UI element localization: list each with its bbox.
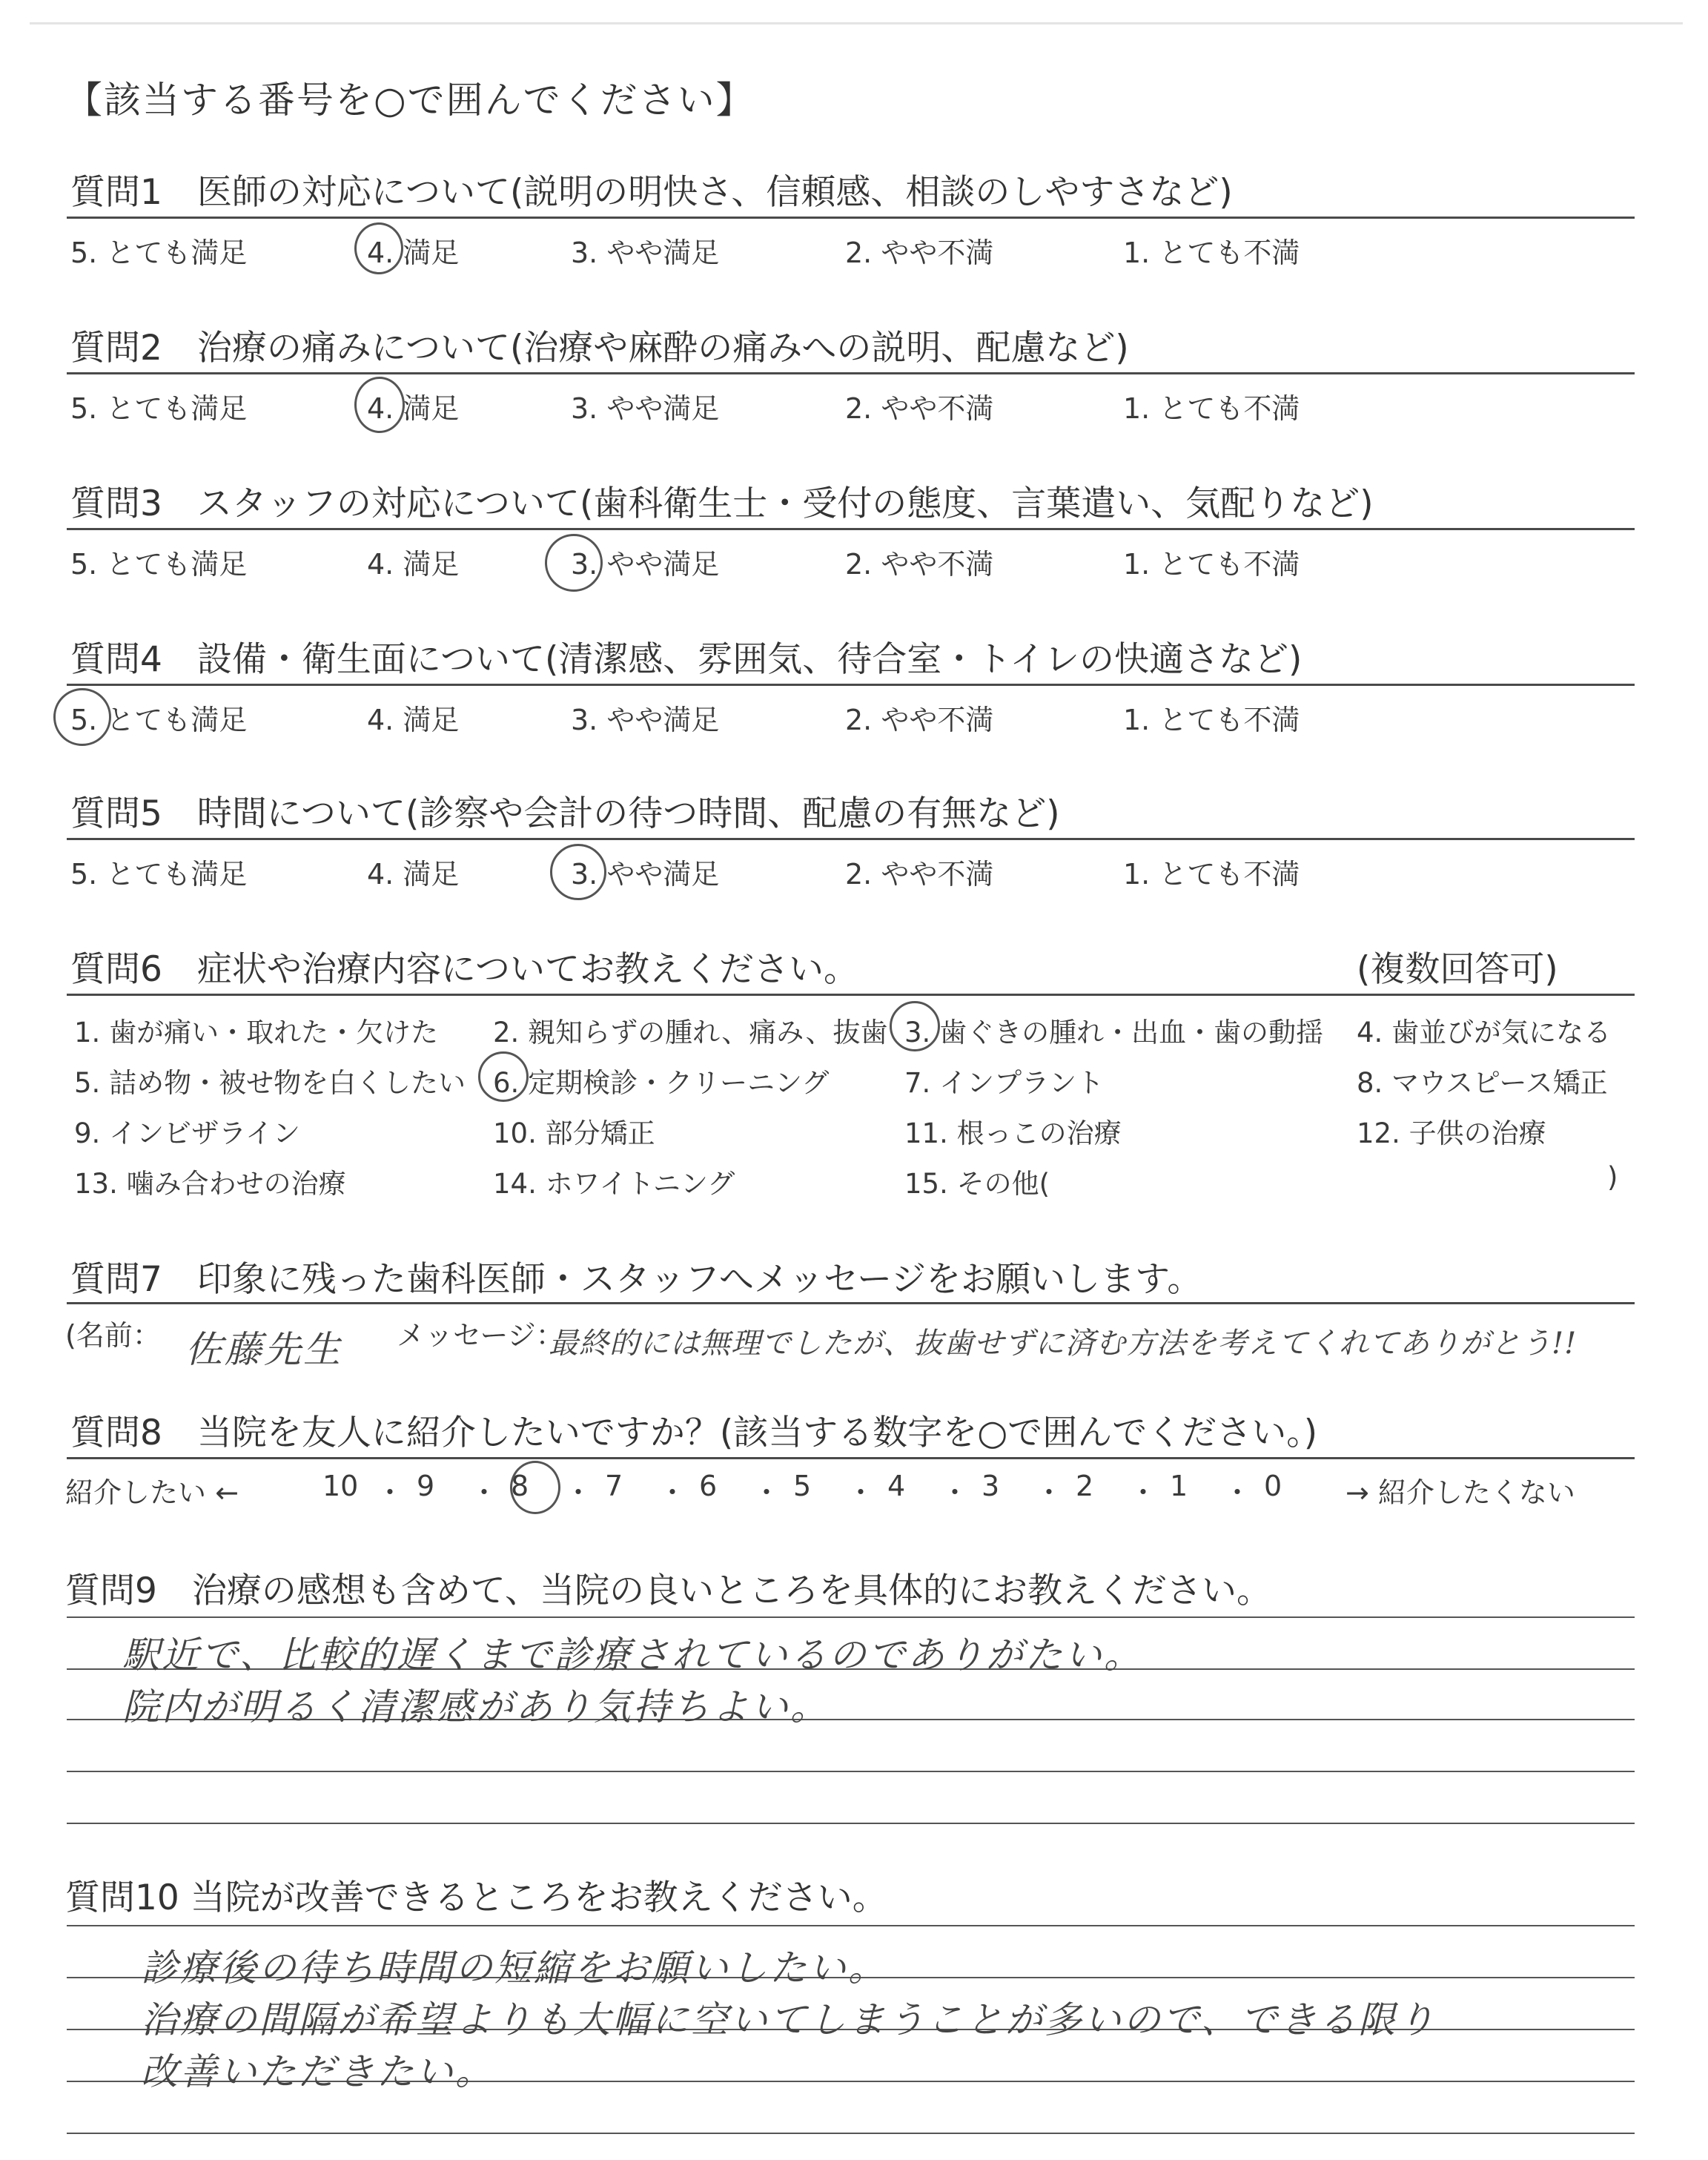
question-5-rule — [67, 838, 1635, 840]
q2-selection-circle — [354, 377, 405, 433]
q3-option-3[interactable]: 3. やや満足 — [571, 548, 720, 581]
question-3-rule — [67, 528, 1635, 530]
q6-item-11[interactable]: 11. 根っこの治療 — [904, 1117, 1122, 1149]
q10-answer-line-1[interactable]: 診療後の待ち時間の短縮をお願いしたい。 — [141, 1946, 887, 1989]
question-2-title: 質問2 治療の痛みについて(治療や麻酔の痛みへの説明、配慮など) — [70, 328, 1129, 369]
question-8-title: 質問8 当院を友人に紹介したいですか？(該当する数字を○で囲んでください。) — [70, 1413, 1318, 1453]
q8-scale-value-6[interactable]: 6 — [699, 1470, 718, 1502]
q4-option-3[interactable]: 3. やや満足 — [571, 704, 720, 736]
q2-option-3[interactable]: 3. やや満足 — [571, 392, 720, 425]
question-10-title: 質問10 当院が改善できるところをお教えください。 — [65, 1877, 887, 1918]
q8-scale-separator: ・ — [1035, 1476, 1064, 1509]
question-7-rule — [67, 1302, 1635, 1304]
q6-item-7[interactable]: 7. インプラント — [904, 1067, 1105, 1099]
q3-option-4[interactable]: 4. 満足 — [367, 548, 460, 581]
q8-scale-value-5[interactable]: 5 — [793, 1470, 812, 1502]
q2-option-1[interactable]: 1. とても不満 — [1123, 392, 1300, 425]
q6-item-4[interactable]: 4. 歯並びが気になる — [1357, 1017, 1612, 1048]
question-6-rule — [67, 994, 1635, 996]
q4-option-2[interactable]: 2. やや不満 — [845, 704, 994, 736]
q2-option-2[interactable]: 2. やや不満 — [845, 392, 994, 425]
q8-scale-value-2[interactable]: 2 — [1076, 1470, 1094, 1502]
top-edge-divider — [30, 22, 1683, 24]
q8-scale-separator: ・ — [847, 1476, 875, 1509]
q8-scale-separator: ・ — [564, 1476, 593, 1509]
q9-line-5 — [67, 1823, 1635, 1824]
q6-item-2[interactable]: 2. 親知らずの腫れ、痛み、抜歯 — [493, 1017, 888, 1048]
q5-option-1[interactable]: 1. とても不満 — [1123, 858, 1300, 891]
q3-selection-circle — [545, 534, 603, 592]
q9-answer-line-1[interactable]: 駅近で、比較的遅くまで診療されているのでありがたい。 — [122, 1634, 1143, 1677]
question-3-title: 質問3 スタッフの対応について(歯科衛生士・受付の態度、言葉遣い、気配りなど) — [70, 483, 1374, 524]
q8-scale-separator: ・ — [376, 1476, 405, 1509]
q6-item-1[interactable]: 1. 歯が痛い・取れた・欠けた — [74, 1017, 439, 1048]
q6-selection-circle-6 — [478, 1051, 529, 1102]
question-5-title: 質問5 時間について(診察や会計の待つ時間、配慮の有無など) — [70, 793, 1060, 834]
q6-item-15[interactable]: 15. その他( — [904, 1168, 1050, 1200]
q6-item-14[interactable]: 14. ホワイトニング — [493, 1168, 735, 1200]
q5-option-3[interactable]: 3. やや満足 — [571, 858, 720, 891]
q6-item-10[interactable]: 10. 部分矯正 — [493, 1117, 655, 1149]
q6-selection-circle-3 — [890, 1001, 940, 1051]
q5-option-5[interactable]: 5. とても満足 — [70, 858, 248, 891]
q8-scale-value-0[interactable]: 0 — [1264, 1470, 1282, 1502]
q10-answer-line-2[interactable]: 治療の間隔が希望よりも大幅に空いてしまうことが多いので、できる限り — [141, 1998, 1437, 2041]
q1-option-3[interactable]: 3. やや満足 — [571, 237, 720, 269]
q4-option-5[interactable]: 5. とても満足 — [70, 704, 248, 736]
question-8-rule — [67, 1457, 1635, 1459]
q1-selection-circle — [354, 222, 403, 274]
q3-option-1[interactable]: 1. とても不満 — [1123, 548, 1300, 581]
q8-scale-value-3[interactable]: 3 — [982, 1470, 1000, 1502]
q8-scale-separator: ・ — [941, 1476, 970, 1509]
question-9-title: 質問9 治療の感想も含めて、当院の良いところを具体的にお教えください。 — [65, 1571, 1271, 1611]
q1-option-4[interactable]: 4. 満足 — [367, 237, 460, 269]
q6-item-6[interactable]: 6. 定期検診・クリーニング — [493, 1067, 830, 1099]
q6-item-8[interactable]: 8. マウスピース矯正 — [1357, 1067, 1608, 1099]
q2-option-5[interactable]: 5. とても満足 — [70, 392, 248, 425]
question-4-title: 質問4 設備・衛生面について(清潔感、雰囲気、待合室・トイレの快適さなど) — [70, 639, 1302, 680]
q8-scale-separator: ・ — [1129, 1476, 1158, 1509]
page-heading: 【該当する番号を○で囲んでください】 — [65, 79, 755, 122]
q9-line-1 — [67, 1616, 1635, 1618]
q8-scale-value-4[interactable]: 4 — [887, 1470, 906, 1502]
q10-line-5 — [67, 2133, 1635, 2134]
q5-option-2[interactable]: 2. やや不満 — [845, 858, 994, 891]
q8-scale-value-10[interactable]: 10 — [322, 1470, 359, 1502]
q7-message-label: メッセージ： — [397, 1319, 564, 1352]
q7-name-label: (名前： — [65, 1319, 161, 1352]
question-1-rule — [67, 217, 1635, 219]
q4-selection-circle — [53, 688, 111, 746]
q7-message-value[interactable]: 最終的には無理でしたが、抜歯せずに済む方法を考えてくれてありがとう!! — [549, 1327, 1578, 1361]
q10-answer-line-3[interactable]: 改善いただきたい。 — [141, 2050, 494, 2093]
q10-line-1 — [67, 1925, 1635, 1926]
q6-item-13[interactable]: 13. 噛み合わせの治療 — [74, 1168, 346, 1200]
q5-selection-circle — [550, 844, 606, 900]
question-6-title: 質問6 症状や治療内容についてお教えください。 — [70, 949, 858, 990]
q5-option-4[interactable]: 4. 満足 — [367, 858, 460, 891]
q6-item-12[interactable]: 12. 子供の治療 — [1357, 1117, 1546, 1149]
q8-selection-circle — [510, 1461, 560, 1514]
question-2-rule — [67, 372, 1635, 374]
q3-option-5[interactable]: 5. とても満足 — [70, 548, 248, 581]
q4-option-1[interactable]: 1. とても不満 — [1123, 704, 1300, 736]
q8-left-label: 紹介したい ← — [65, 1476, 239, 1509]
q4-option-4[interactable]: 4. 満足 — [367, 704, 460, 736]
question-4-rule — [67, 684, 1635, 686]
q6-item-5[interactable]: 5. 詰め物・被せ物を白くしたい — [74, 1067, 466, 1099]
question-6-note: (複数回答可) — [1357, 949, 1558, 990]
q8-scale-separator: ・ — [470, 1476, 499, 1509]
q1-option-1[interactable]: 1. とても不満 — [1123, 237, 1300, 269]
q6-item-3[interactable]: 3. 歯ぐきの腫れ・出血・歯の動揺 — [904, 1017, 1324, 1048]
q6-item-15-close-paren: ) — [1607, 1161, 1618, 1193]
q8-scale-value-7[interactable]: 7 — [605, 1470, 623, 1502]
q8-scale-separator: ・ — [1223, 1476, 1252, 1509]
q8-scale-value-1[interactable]: 1 — [1170, 1470, 1188, 1502]
question-7-title: 質問7 印象に残った歯科医師・スタッフへメッセージをお願いします。 — [70, 1259, 1202, 1300]
q8-scale-value-9[interactable]: 9 — [417, 1470, 435, 1502]
q2-option-4[interactable]: 4. 満足 — [367, 392, 460, 425]
q1-option-5[interactable]: 5. とても満足 — [70, 237, 248, 269]
q8-scale-separator: ・ — [752, 1476, 781, 1509]
q9-line-4 — [67, 1771, 1635, 1772]
q8-right-label: → 紹介したくない — [1345, 1476, 1575, 1509]
q7-name-value[interactable]: 佐藤先生 — [185, 1328, 342, 1371]
q3-option-2[interactable]: 2. やや不満 — [845, 548, 994, 581]
q8-scale-separator: ・ — [658, 1476, 687, 1509]
q1-option-2[interactable]: 2. やや不満 — [845, 237, 994, 269]
q6-item-9[interactable]: 9. インビザライン — [74, 1117, 300, 1149]
q8-scale-value-8[interactable]: 8 — [511, 1470, 529, 1502]
q9-answer-line-2[interactable]: 院内が明るく清潔感があり気持ちよい。 — [122, 1685, 830, 1728]
question-1-title: 質問1 医師の対応について(説明の明快さ、信頼感、相談のしやすさなど) — [70, 172, 1233, 213]
